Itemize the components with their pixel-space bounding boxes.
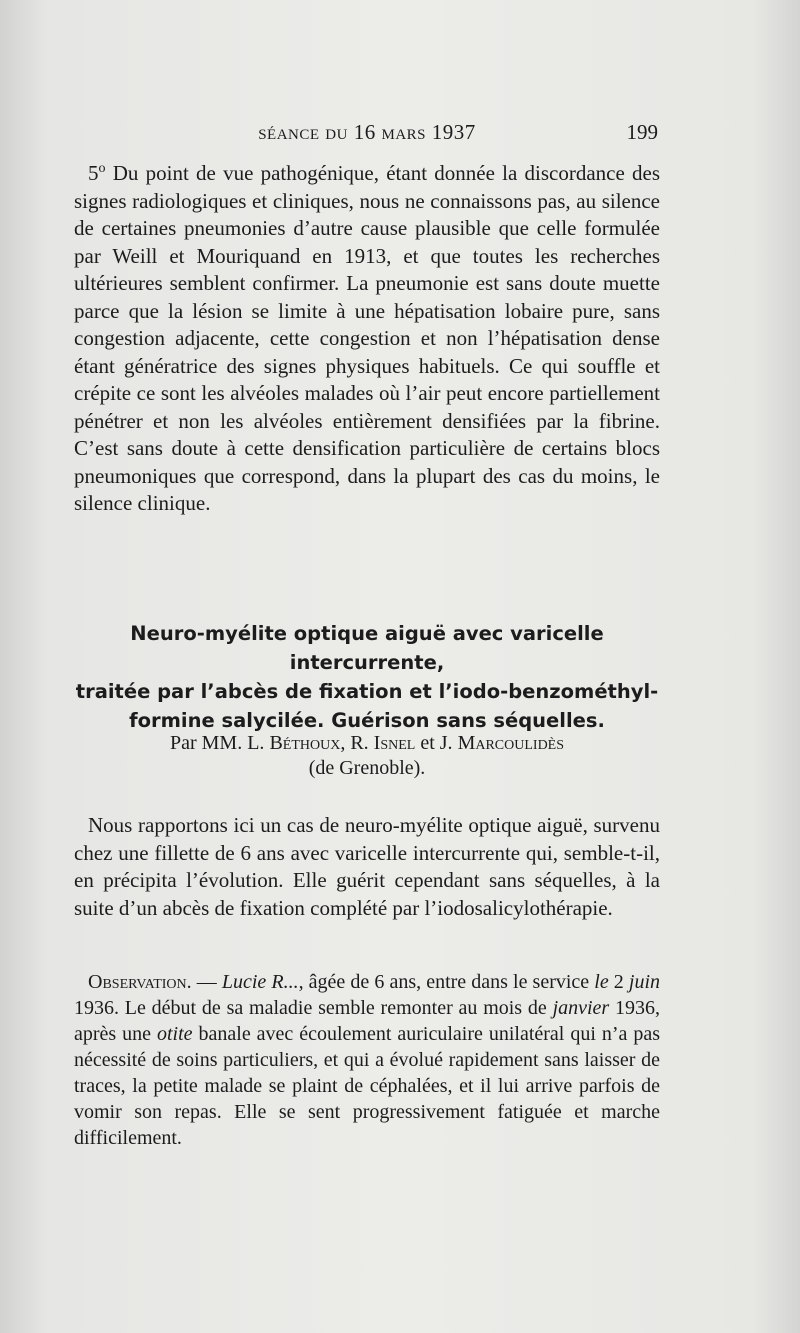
- observation-label: Observation.: [88, 971, 192, 993]
- paragraph-body: Du point de vue pathogénique, étant donnée la discordance des signes radiologiques et cliniques, nous ne connaissons pas, au silence de certaines pneumonies d’autre cause plausible que celle formulée par Weill et Mouriquand en 1913, et que toutes les recherches ultérieures semblent confirmer. La pneumonie est sans doute muette parce que la lésion se limite à une hépatisation lobaire pure, sans congestion adjacente, cette congestion et non l’hépatisation dense étant génératrice des signes physiques habituels. Ce qui souffle et crépite ce sont les alvéoles malades où l’air peut encore partiellement pénétrer et non les alvéoles entièrement densifiées par la fibrine. C’est sans doute à cette densification particulière de certains blocs pneumoniques que correspond, dans la plupart des cas du moins, le silence clinique.: [74, 161, 661, 515]
- observation-body: 2: [608, 971, 629, 993]
- paragraph-text: [74, 812, 660, 922]
- observation-dash: —: [191, 971, 222, 993]
- running-header: [76, 120, 658, 150]
- paragraph-introduction: [74, 812, 660, 922]
- running-title: [76, 120, 658, 145]
- author-name: Isnel: [373, 732, 416, 754]
- observation-body: banale avec écoulement auriculaire unilatéral qui n’a pas nécessité de soins particuliers, et qui a évolué rapidement sans laisser de traces, la petite malade se plaint de céphalées, et il lui arrive parfois de vomir son repas. Elle se sent progressivement fatiguée et marche difficilement.: [74, 1023, 660, 1149]
- article-title-line: formine salycilée. Guérison sans séquelles.: [129, 709, 605, 732]
- observation-paragraph: [74, 969, 660, 1151]
- author-name: Marcoulidès: [457, 732, 565, 754]
- running-title-day: 16: [353, 120, 376, 144]
- authors-separator: , R.: [340, 732, 374, 754]
- authors-prefix: Par MM. L.: [169, 732, 270, 754]
- observation-body: 1936. Le début de sa maladie semble remonter au mois de: [74, 997, 553, 1019]
- paragraph-body: Nous rapportons ici un cas de neuro-myélite optique aiguë, survenu chez une fillette de 6 ans avec varicelle intercurrente qui, semble-t-il, en précipita l’évolution. Elle guérit cependant sans séquelles, à la suite d’un abcès de fixation complété par l’iodosalicylothérapie.: [74, 813, 660, 920]
- authors-separator: et J.: [415, 732, 458, 754]
- observation-italic: otite: [157, 1023, 193, 1045]
- article-title: [74, 619, 660, 735]
- point-ordinal: o: [98, 161, 106, 176]
- patient-name: Lucie R...: [221, 971, 299, 993]
- page-number: 199: [626, 120, 658, 144]
- observation-body: , âgée de 6 ans, entre dans le service: [298, 971, 595, 993]
- author-name: Béthoux: [269, 732, 341, 754]
- observation-italic: juin: [628, 971, 661, 993]
- point-number: 5: [88, 161, 99, 185]
- article-authors: [74, 731, 660, 781]
- paragraph-text: [74, 160, 660, 518]
- article-title-line: Neuro-myélite optique aiguë avec varicelle intercurrente,: [130, 622, 604, 674]
- running-title-seance: séance du: [258, 120, 354, 144]
- paragraph-pathogenic: [74, 160, 660, 518]
- observation-text: [74, 969, 660, 1151]
- observation-italic: janvier: [552, 997, 610, 1019]
- authors-line: [74, 731, 660, 756]
- article-title-line: traitée par l’abcès de fixation et l’iodo-benzométhyl-: [75, 680, 659, 703]
- running-title-month: mars: [375, 120, 432, 144]
- observation-italic: le: [594, 971, 609, 993]
- running-title-year: 1937: [431, 120, 476, 144]
- observation-body: 1936, après une: [74, 997, 661, 1045]
- affiliation: (de Grenoble).: [308, 757, 426, 779]
